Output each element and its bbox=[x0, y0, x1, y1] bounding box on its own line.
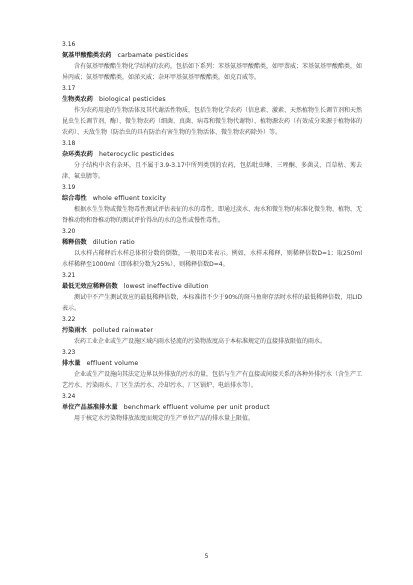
term-chinese: 生物类农药 bbox=[62, 96, 93, 103]
term-english: biological pesticides bbox=[98, 96, 166, 103]
term-line bbox=[62, 325, 362, 336]
clause-number: 3.17 bbox=[62, 85, 76, 92]
definition-entry-3-21 bbox=[62, 271, 362, 314]
definition-entry-3-18 bbox=[62, 139, 362, 182]
term-line bbox=[62, 281, 362, 292]
term-english: lowest ineffective dilution bbox=[123, 283, 209, 290]
clause-number: 3.21 bbox=[62, 272, 76, 279]
term-definition: 分子结构中含有杂环，且不属于3.9-3.17中所列类别的农药，包括吡虫啉、三唑酮、多菌灵、百草枯、莠去津、氟虫腈等。 bbox=[62, 162, 362, 180]
term-line bbox=[62, 358, 362, 369]
clause-number: 3.18 bbox=[62, 140, 76, 147]
definition-entry-3-17 bbox=[62, 84, 362, 138]
term-line bbox=[62, 402, 362, 413]
clause-number: 3.23 bbox=[62, 349, 76, 356]
term-definition: 作为农药用途的生物活体及其代谢活性物质，包括生物化学农药（信息素、激素、天然植物生长调节剂和天然昆虫生长调节剂、酶）、微生物农药（细菌、真菌、病毒和微生物代谢物）、植物源农药（有效成分来源于植物体的农药）、天敌生物（防治虫的具有防治有害生物的生物活体、微生物农药除外）等。 bbox=[62, 107, 363, 136]
term-definition: 农药工业企业或生产设施区域内雨水径流的污染物浓度高于本标准规定的直接排放限值的雨水。 bbox=[74, 338, 327, 345]
term-definition: 以水样占稀释后水样总体积分数的倒数，一般用D来表示。例如，水样未稀释，则稀释倍数D=1；取250ml水样稀释至1000ml（即体积分数为25%），则稀释倍数D=4。 bbox=[62, 250, 362, 268]
term-definition: 根据水生生物或微生物毒性测试评估表征的水的毒性，即通过淡水、海水和微生物的标准化微生物、植物、无脊椎动物和脊椎动物的测试评价得出的水的急性或慢性毒性。 bbox=[62, 206, 363, 224]
term-chinese: 污染雨水 bbox=[62, 327, 87, 334]
term-chinese: 氨基甲酸酯类农药 bbox=[62, 52, 112, 59]
term-definition: 用于核定水污染物排放浓度而规定的生产单位产品的排水量上限值。 bbox=[74, 415, 255, 422]
term-chinese: 稀释倍数 bbox=[62, 239, 87, 246]
clause-number: 3.20 bbox=[62, 228, 76, 235]
term-english: benchmark effluent volume per unit product bbox=[123, 404, 270, 411]
term-english: heterocyclic pesticides bbox=[98, 151, 175, 158]
clause-number: 3.19 bbox=[62, 184, 76, 191]
clause-number: 3.16 bbox=[62, 41, 76, 48]
definitions-list bbox=[62, 40, 362, 425]
term-chinese: 排水量 bbox=[62, 360, 81, 367]
term-line bbox=[62, 193, 362, 204]
term-definition: 企业或生产设施向其法定边界以外排放的污水的量，包括与生产有直接或间接关系的各种外排污水（含生产工艺污水、污染雨水、厂区生活污水、冷却污水、厂区锅炉、电站排水等）。 bbox=[62, 371, 363, 389]
term-line bbox=[62, 50, 362, 61]
clause-number: 3.24 bbox=[62, 393, 76, 400]
term-line bbox=[62, 237, 362, 248]
term-chinese: 最低无效应稀释倍数 bbox=[62, 283, 118, 290]
term-english: carbamate pesticides bbox=[117, 52, 189, 59]
definition-entry-3-16 bbox=[62, 40, 362, 83]
term-chinese: 杂环类农药 bbox=[62, 151, 93, 158]
term-chinese: 单位产品基准排水量 bbox=[62, 404, 118, 411]
term-english: dilution ratio bbox=[92, 239, 135, 246]
term-english: whole effluent toxicity bbox=[92, 195, 167, 202]
term-chinese: 综合毒性 bbox=[62, 195, 87, 202]
term-english: effluent volume bbox=[86, 360, 139, 367]
definition-entry-3-20 bbox=[62, 227, 362, 270]
definition-entry-3-24 bbox=[62, 392, 362, 424]
term-line bbox=[62, 149, 362, 160]
term-line bbox=[62, 94, 362, 105]
definition-entry-3-22 bbox=[62, 315, 362, 347]
clause-number: 3.22 bbox=[62, 316, 76, 323]
definition-entry-3-19 bbox=[62, 183, 362, 226]
term-definition: 含有氨基甲酸酯生物化学结构的农药，包括如下系列：苯基氨基甲酸酯类，如甲萘威；苯基氨基甲酸酯类，如异丙威；氨基甲酸酯类，如涕灭威；杂环甲基氨基甲酸酯类，如克百威等。 bbox=[62, 63, 363, 81]
term-english: polluted rainwater bbox=[92, 327, 154, 334]
term-definition: 测试中不产生测试效应的最低稀释倍数，本标准指不少于90%的斑马鱼卵存活时水样的最低稀释倍数，用LID表示。 bbox=[62, 294, 362, 312]
page-number: 5 bbox=[204, 553, 209, 560]
definition-entry-3-23 bbox=[62, 348, 362, 391]
